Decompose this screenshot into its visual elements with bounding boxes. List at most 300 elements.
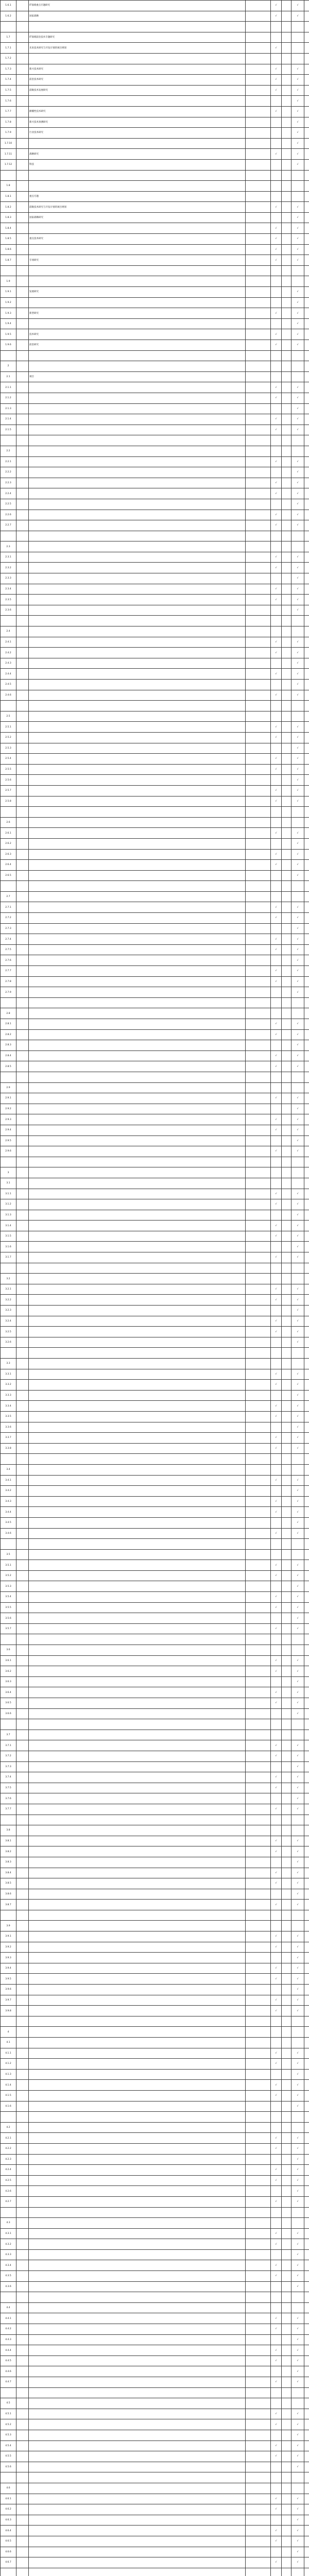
table-cell <box>246 785 271 796</box>
table-cell <box>29 1719 246 1730</box>
table-cell <box>29 1189 246 1199</box>
table-cell: √ <box>271 244 282 255</box>
table-cell <box>29 1560 246 1571</box>
table-cell <box>304 435 309 446</box>
table-cell <box>304 361 309 372</box>
table-cell <box>29 1433 246 1444</box>
table-cell <box>282 860 291 871</box>
table-cell: √ <box>291 1496 304 1507</box>
table-cell <box>29 2377 246 2388</box>
table-cell: √ <box>291 478 304 488</box>
table-cell: √ <box>291 1698 304 1709</box>
table-cell <box>304 234 309 245</box>
table-cell <box>291 32 304 43</box>
table-cell: 1.7.10 <box>1 138 16 149</box>
table-cell: √ <box>271 329 282 340</box>
table-cell <box>246 2536 271 2547</box>
table-cell <box>271 2186 282 2197</box>
table-cell <box>246 2133 271 2144</box>
table-cell <box>29 1411 246 1422</box>
table-row <box>1 2228 309 2239</box>
table-cell <box>16 1581 29 1592</box>
table-cell <box>282 223 291 234</box>
table-cell <box>246 1719 271 1730</box>
table-cell <box>29 456 246 467</box>
table-cell: 3.8.4 <box>1 1868 16 1878</box>
table-cell <box>16 1464 29 1475</box>
table-cell <box>282 849 291 860</box>
table-cell <box>282 1040 291 1051</box>
table-cell <box>29 1666 246 1677</box>
table-cell <box>304 1050 309 1061</box>
table-cell <box>282 1008 291 1019</box>
table-cell <box>246 817 271 828</box>
table-cell <box>282 1655 291 1666</box>
table-cell <box>282 1050 291 1061</box>
table-cell <box>304 1719 309 1730</box>
table-row <box>1 669 309 680</box>
table-cell <box>16 170 29 181</box>
table-cell: 1.8.2 <box>1 202 16 213</box>
table-cell <box>291 43 304 54</box>
table-cell <box>304 1921 309 1931</box>
table-row <box>1 2536 309 2547</box>
table-cell: 3.7.2 <box>1 1751 16 1761</box>
table-cell <box>29 2133 246 2144</box>
table-row <box>1 212 309 223</box>
table-cell <box>16 637 29 648</box>
table-cell <box>246 64 271 75</box>
table-cell <box>29 2430 246 2441</box>
table-cell <box>282 520 291 531</box>
table-cell <box>16 2494 29 2504</box>
table-row <box>1 2101 309 2112</box>
table-cell <box>282 2557 291 2568</box>
table-row <box>1 1380 309 1391</box>
table-cell <box>282 32 291 43</box>
table-cell <box>29 478 246 488</box>
table-cell <box>29 817 246 828</box>
table-cell <box>271 361 282 372</box>
table-row <box>1 1655 309 1666</box>
table-cell <box>304 584 309 595</box>
table-cell: √ <box>291 1210 304 1221</box>
table-cell <box>271 1210 282 1221</box>
table-cell <box>271 1645 282 1656</box>
table-cell <box>246 552 271 563</box>
table-cell <box>16 1793 29 1804</box>
table-cell <box>282 913 291 924</box>
table-cell <box>304 318 309 329</box>
table-cell <box>271 838 282 849</box>
table-cell: √ <box>291 456 304 467</box>
table-cell <box>291 350 304 361</box>
table-cell <box>1 1634 16 1645</box>
table-cell: 3.9.7 <box>1 1995 16 2006</box>
table-row <box>1 1104 309 1114</box>
table-cell <box>304 2281 309 2292</box>
table-cell <box>282 425 291 435</box>
table-cell: √ <box>271 75 282 86</box>
table-cell <box>16 11 29 22</box>
table-cell <box>246 1464 271 1475</box>
table-cell <box>16 371 29 382</box>
table-row <box>1 96 309 107</box>
table-cell <box>16 541 29 552</box>
table-cell: 2.6.3 <box>1 849 16 860</box>
table-cell: √ <box>271 2536 282 2547</box>
table-cell: √ <box>291 1655 304 1666</box>
table-cell <box>29 1029 246 1040</box>
table-cell <box>16 1602 29 1613</box>
table-cell: √ <box>291 1295 304 1306</box>
table-cell <box>29 1157 246 1167</box>
table-cell <box>16 595 29 605</box>
table-cell <box>282 106 291 117</box>
table-cell <box>1 1454 16 1465</box>
table-cell: √ <box>271 1093 282 1104</box>
table-cell <box>304 1316 309 1327</box>
table-cell <box>16 584 29 595</box>
table-cell: 技术研究 <box>29 329 246 340</box>
table-cell <box>282 764 291 775</box>
table-cell <box>29 1167 246 1178</box>
table-cell: 2.7.1 <box>1 902 16 913</box>
table-cell <box>16 1221 29 1231</box>
table-cell <box>246 913 271 924</box>
table-cell <box>16 488 29 499</box>
table-cell <box>282 318 291 329</box>
table-cell: 4.6.7 <box>1 2557 16 2568</box>
table-cell <box>16 807 29 818</box>
table-cell <box>1 265 16 276</box>
table-cell: √ <box>271 2557 282 2568</box>
table-cell <box>271 96 282 107</box>
table-cell <box>246 234 271 245</box>
table-cell <box>282 796 291 807</box>
table-row <box>1 1401 309 1412</box>
table-cell: 2.7 <box>1 891 16 902</box>
table-row <box>1 1157 309 1167</box>
table-row <box>1 1274 309 1284</box>
table-cell <box>29 923 246 934</box>
table-cell: √ <box>291 2281 304 2292</box>
table-cell <box>29 2080 246 2091</box>
table-row <box>1 499 309 510</box>
table-cell: 1.8.1 <box>1 191 16 202</box>
table-cell <box>16 1687 29 1698</box>
table-cell <box>282 1433 291 1444</box>
table-cell <box>282 2069 291 2080</box>
table-cell <box>271 2515 282 2526</box>
table-cell <box>291 22 304 32</box>
table-cell <box>246 212 271 223</box>
table-cell: 1.8.4 <box>1 223 16 234</box>
table-cell: 4.5 <box>1 2398 16 2409</box>
table-cell <box>16 1825 29 1836</box>
table-cell: √ <box>271 1878 282 1889</box>
table-cell <box>282 2048 291 2059</box>
table-row <box>1 318 309 329</box>
table-cell <box>29 1676 246 1687</box>
table-row <box>1 1645 309 1656</box>
table-cell: √ <box>291 1327 304 1337</box>
table-row <box>1 1189 309 1199</box>
table-cell: √ <box>291 838 304 849</box>
table-cell <box>271 1517 282 1528</box>
table-cell <box>304 891 309 902</box>
table-cell: √ <box>271 64 282 75</box>
table-cell <box>16 2526 29 2536</box>
table-cell <box>282 244 291 255</box>
table-cell <box>29 902 246 913</box>
table-cell <box>246 860 271 871</box>
table-cell: 2.1.1 <box>1 382 16 393</box>
table-cell: √ <box>271 1655 282 1666</box>
table-cell: √ <box>271 1560 282 1571</box>
table-cell <box>29 2355 246 2366</box>
table-cell: 2.9.4 <box>1 1125 16 1136</box>
table-cell <box>282 2366 291 2377</box>
table-cell <box>246 499 271 510</box>
table-cell <box>304 2547 309 2557</box>
table-cell: 1.7.12 <box>1 159 16 170</box>
table-cell <box>282 1942 291 1953</box>
table-cell <box>29 2313 246 2324</box>
table-cell <box>246 626 271 637</box>
table-cell <box>246 1104 271 1114</box>
table-cell <box>29 2196 246 2207</box>
table-cell <box>304 828 309 839</box>
table-cell <box>271 2462 282 2472</box>
table-cell: √ <box>271 1019 282 1030</box>
table-cell: √ <box>271 2313 282 2324</box>
table-cell <box>271 2547 282 2557</box>
table-cell <box>271 1167 282 1178</box>
table-cell <box>291 2027 304 2038</box>
table-cell: √ <box>291 393 304 403</box>
table-cell: √ <box>291 1 304 11</box>
table-cell <box>29 1507 246 1518</box>
table-cell <box>16 1613 29 1624</box>
table-cell <box>29 1496 246 1507</box>
table-cell: 4.2.1 <box>1 2133 16 2144</box>
table-cell <box>291 1008 304 1019</box>
table-row <box>1 1560 309 1571</box>
table-cell <box>271 807 282 818</box>
table-cell <box>16 223 29 234</box>
table-cell: 2.6.4 <box>1 860 16 871</box>
table-cell <box>291 541 304 552</box>
table-cell <box>271 1634 282 1645</box>
table-cell <box>304 2355 309 2366</box>
table-cell <box>304 2366 309 2377</box>
table-cell <box>16 923 29 934</box>
table-cell <box>29 616 246 626</box>
table-cell <box>282 1401 291 1412</box>
table-cell: 2.7.3 <box>1 923 16 934</box>
table-row <box>1 1708 309 1719</box>
table-cell <box>304 552 309 563</box>
table-cell <box>271 2366 282 2377</box>
table-cell: √ <box>291 1242 304 1252</box>
table-cell: 2.2.7 <box>1 520 16 531</box>
table-cell: 1.7.9 <box>1 128 16 139</box>
table-cell: 未来技术研究与开发计划的项目规划 <box>29 43 246 54</box>
table-cell <box>304 913 309 924</box>
table-cell <box>29 1931 246 1942</box>
table-cell: 1.7.7 <box>1 106 16 117</box>
table-cell <box>282 1793 291 1804</box>
table-cell <box>29 669 246 680</box>
table-cell <box>304 711 309 722</box>
table-cell: 4.1.5 <box>1 2090 16 2101</box>
table-cell: √ <box>271 2059 282 2070</box>
table-cell: √ <box>291 680 304 690</box>
table-cell <box>246 1623 271 1634</box>
table-cell <box>16 1985 29 1995</box>
table-cell <box>246 2069 271 2080</box>
table-cell <box>282 997 291 1008</box>
table-cell <box>29 1050 246 1061</box>
table-cell: 4.1.2 <box>1 2059 16 2070</box>
table-cell <box>271 2292 282 2303</box>
table-cell <box>246 308 271 319</box>
table-cell: 3.3 <box>1 1359 16 1369</box>
table-cell <box>282 1751 291 1761</box>
table-row <box>1 2080 309 2091</box>
table-cell <box>29 563 246 573</box>
table-cell: √ <box>271 754 282 765</box>
table-cell <box>282 1496 291 1507</box>
table-cell <box>304 881 309 892</box>
table-cell <box>29 680 246 690</box>
table-cell <box>16 106 29 117</box>
table-cell <box>291 1815 304 1825</box>
table-cell <box>246 1825 271 1836</box>
table-cell <box>271 128 282 139</box>
table-row <box>1 1475 309 1486</box>
table-cell <box>291 711 304 722</box>
table-cell <box>282 1125 291 1136</box>
table-cell <box>304 2143 309 2154</box>
table-row <box>1 1136 309 1146</box>
table-cell <box>282 2334 291 2345</box>
table-cell <box>16 2175 29 2186</box>
table-cell <box>16 1539 29 1550</box>
table-cell <box>304 1772 309 1783</box>
table-cell: √ <box>271 2504 282 2515</box>
table-cell <box>29 1454 246 1465</box>
table-cell: √ <box>291 2069 304 2080</box>
table-cell: √ <box>291 212 304 223</box>
table-cell <box>246 1815 271 1825</box>
table-cell: 1.8.6 <box>1 244 16 255</box>
table-row <box>1 955 309 966</box>
table-cell <box>282 2122 291 2133</box>
table-cell <box>304 1730 309 1740</box>
table-cell <box>29 1337 246 1348</box>
table-cell <box>271 170 282 181</box>
table-cell: √ <box>271 669 282 680</box>
table-cell <box>16 1698 29 1709</box>
table-cell: 4.4.1 <box>1 2313 16 2324</box>
table-cell <box>271 1040 282 1051</box>
table-cell <box>29 934 246 945</box>
table-cell <box>16 265 29 276</box>
table-cell <box>282 2260 291 2271</box>
table-cell <box>16 2568 29 2576</box>
table-cell <box>304 2515 309 2526</box>
table-cell: √ <box>291 2515 304 2526</box>
table-cell <box>29 1104 246 1114</box>
table-cell <box>29 2504 246 2515</box>
table-cell <box>16 149 29 160</box>
table-cell: 1.9.3 <box>1 308 16 319</box>
table-cell <box>246 1496 271 1507</box>
table-cell <box>282 1306 291 1316</box>
table-cell <box>291 1719 304 1730</box>
table-cell: 4.6.1 <box>1 2494 16 2504</box>
table-row <box>1 1 309 11</box>
table-cell: √ <box>291 499 304 510</box>
table-cell <box>271 1306 282 1316</box>
table-cell: 3.2.2 <box>1 1295 16 1306</box>
table-cell: √ <box>291 117 304 128</box>
table-body <box>1 1 309 2576</box>
table-cell <box>1 170 16 181</box>
table-cell <box>16 75 29 86</box>
table-cell <box>16 2218 29 2229</box>
table-row <box>1 1772 309 1783</box>
table-cell <box>282 265 291 276</box>
table-cell <box>246 1878 271 1889</box>
table-row <box>1 1114 309 1125</box>
table-cell <box>282 1963 291 1974</box>
table-cell: √ <box>271 1602 282 1613</box>
table-cell: √ <box>271 85 282 96</box>
table-cell <box>271 276 282 287</box>
table-cell <box>16 1199 29 1210</box>
table-row <box>1 2504 309 2515</box>
table-cell: 3.2.4 <box>1 1316 16 1327</box>
table-cell: 1.7.6 <box>1 96 16 107</box>
table-cell <box>29 1359 246 1369</box>
table-cell <box>282 1199 291 1210</box>
table-cell <box>16 1751 29 1761</box>
table-cell <box>246 2504 271 2515</box>
table-cell <box>304 414 309 425</box>
table-cell <box>291 881 304 892</box>
table-cell <box>304 128 309 139</box>
table-cell <box>16 944 29 955</box>
table-cell <box>304 1125 309 1136</box>
table-cell: √ <box>271 2377 282 2388</box>
table-cell <box>304 2409 309 2419</box>
table-cell: √ <box>291 1252 304 1263</box>
table-cell: 2.3.4 <box>1 584 16 595</box>
table-cell <box>246 987 271 998</box>
table-cell: √ <box>291 234 304 245</box>
table-cell: √ <box>291 2228 304 2239</box>
table-row <box>1 22 309 32</box>
table-cell <box>282 1411 291 1422</box>
table-cell: √ <box>271 1783 282 1793</box>
table-cell: 3.1.5 <box>1 1231 16 1242</box>
table-cell <box>304 53 309 64</box>
table-cell <box>271 2472 282 2483</box>
table-cell: 项目 <box>29 371 246 382</box>
